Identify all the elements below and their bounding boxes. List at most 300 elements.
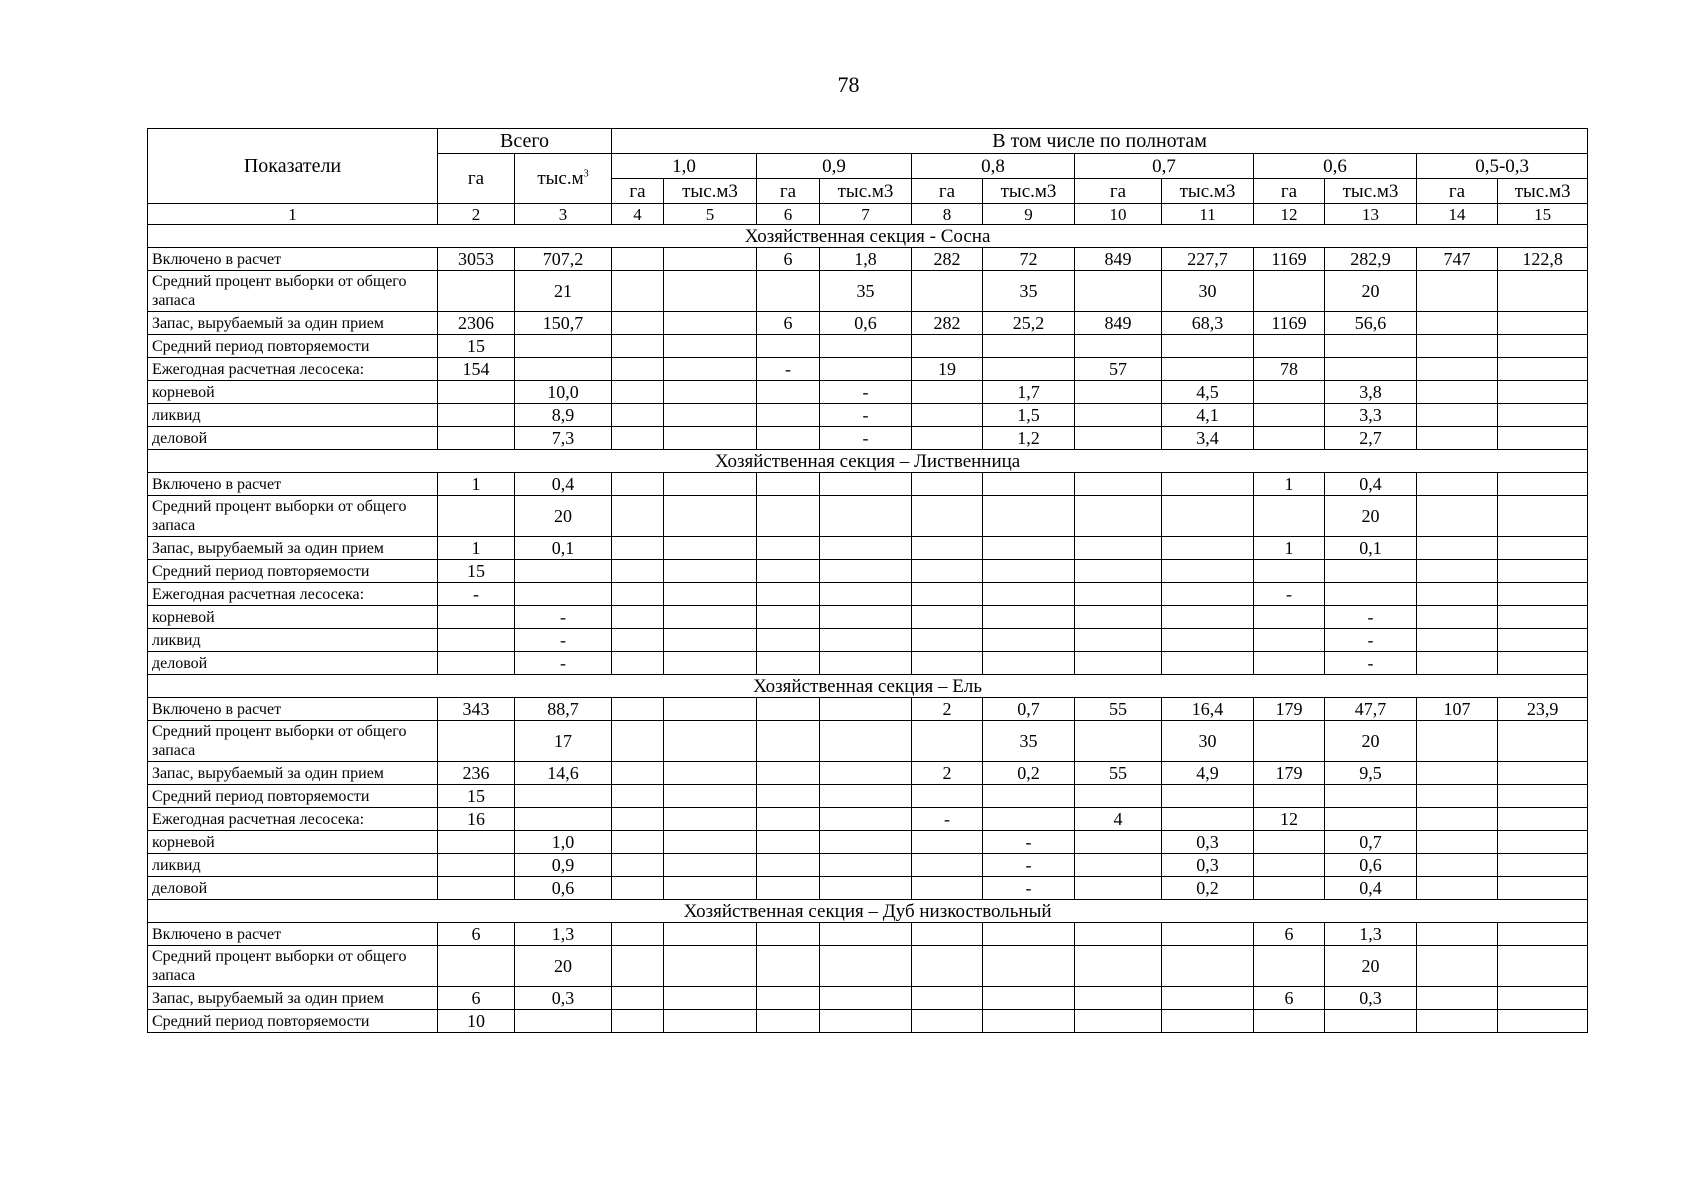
table-cell [757, 404, 820, 427]
table-row [148, 854, 1588, 877]
table-cell [1075, 381, 1162, 404]
column-number: 15 [1498, 204, 1588, 225]
table-row [148, 831, 1588, 854]
table-cell: 35 [983, 721, 1075, 762]
table-cell [1417, 606, 1498, 629]
table-cell [1254, 629, 1325, 652]
table-cell: 1169 [1254, 312, 1325, 335]
row-label: Включено в расчет [148, 473, 438, 496]
table-cell [912, 923, 983, 946]
header-density: 0,8 [912, 154, 1075, 179]
column-number: 7 [820, 204, 912, 225]
header-unit-ha: га [1075, 179, 1162, 204]
table-cell [664, 808, 757, 831]
table-cell: 20 [1325, 946, 1417, 987]
table-cell: 0,3 [1162, 831, 1254, 854]
table-cell: - [1325, 606, 1417, 629]
table-cell [757, 854, 820, 877]
table-cell [983, 537, 1075, 560]
table-cell [1162, 1010, 1254, 1033]
table-cell [1498, 473, 1588, 496]
table-cell: 0,6 [1325, 854, 1417, 877]
table-cell [612, 312, 664, 335]
column-number: 3 [515, 204, 612, 225]
table-cell: 3,3 [1325, 404, 1417, 427]
table-cell [820, 808, 912, 831]
table-cell [664, 987, 757, 1010]
table-cell: 10,0 [515, 381, 612, 404]
table-cell [1075, 427, 1162, 450]
table-cell [912, 831, 983, 854]
row-label: корневой [148, 831, 438, 854]
table-cell [912, 271, 983, 312]
header-unit-volume: тыс.м3 [1162, 179, 1254, 204]
table-cell [820, 785, 912, 808]
table-cell [1162, 946, 1254, 987]
header-unit-volume: тыс.м3 [820, 179, 912, 204]
table-cell [820, 652, 912, 675]
table-cell [983, 606, 1075, 629]
table-cell [820, 606, 912, 629]
table-cell [515, 358, 612, 381]
table-cell: 35 [983, 271, 1075, 312]
table-cell: 8,9 [515, 404, 612, 427]
table-cell [1498, 721, 1588, 762]
table-cell: 0,7 [983, 698, 1075, 721]
table-cell: 4,5 [1162, 381, 1254, 404]
table-cell [1075, 473, 1162, 496]
table-cell: 1,0 [515, 831, 612, 854]
table-cell [983, 785, 1075, 808]
table-cell [820, 335, 912, 358]
table-row [148, 762, 1588, 785]
table-cell [757, 831, 820, 854]
table-cell [1417, 427, 1498, 450]
table-cell [983, 946, 1075, 987]
column-number: 9 [983, 204, 1075, 225]
row-label: Ежегодная расчетная лесосека: [148, 583, 438, 606]
table-cell: 14,6 [515, 762, 612, 785]
section-title: Хозяйственная секция - Сосна [148, 225, 1588, 248]
table-cell [1162, 358, 1254, 381]
table-cell [983, 496, 1075, 537]
table-cell: 1169 [1254, 248, 1325, 271]
table-cell: 15 [438, 335, 515, 358]
column-number: 5 [664, 204, 757, 225]
table-cell: 30 [1162, 721, 1254, 762]
table-cell: 0,2 [983, 762, 1075, 785]
table-cell: 78 [1254, 358, 1325, 381]
table-cell [912, 606, 983, 629]
table-cell [438, 831, 515, 854]
table-cell [912, 987, 983, 1010]
header-density: 0,5-0,3 [1417, 154, 1588, 179]
table-cell [820, 1010, 912, 1033]
table-cell [912, 473, 983, 496]
table-cell: - [820, 404, 912, 427]
table-cell: 55 [1075, 762, 1162, 785]
table-cell: 0,2 [1162, 877, 1254, 900]
table-cell [983, 560, 1075, 583]
table-cell [664, 358, 757, 381]
table-cell: 1,3 [1325, 923, 1417, 946]
table-cell [757, 335, 820, 358]
table-cell [1325, 335, 1417, 358]
table-cell [1075, 831, 1162, 854]
table-cell [1075, 987, 1162, 1010]
table-cell [1417, 808, 1498, 831]
table-cell: - [983, 831, 1075, 854]
row-label: Средний процент выборки от общего запаса [148, 271, 438, 312]
table-cell: 6 [1254, 923, 1325, 946]
table-cell [757, 923, 820, 946]
table-cell [757, 583, 820, 606]
table-cell [612, 404, 664, 427]
table-cell [1254, 427, 1325, 450]
column-number: 8 [912, 204, 983, 225]
table-cell [1075, 496, 1162, 537]
row-label: Запас, вырубаемый за один прием [148, 312, 438, 335]
table-cell [1498, 271, 1588, 312]
table-cell [1498, 923, 1588, 946]
table-cell [664, 312, 757, 335]
table-cell [1498, 583, 1588, 606]
table-row [148, 404, 1588, 427]
table-cell [1498, 652, 1588, 675]
header-density: 1,0 [612, 154, 757, 179]
table-cell: 1 [1254, 537, 1325, 560]
table-cell: 0,6 [820, 312, 912, 335]
table-cell [1498, 358, 1588, 381]
table-cell [1417, 381, 1498, 404]
table-cell [912, 537, 983, 560]
table-cell: 2 [912, 698, 983, 721]
table-cell [1498, 877, 1588, 900]
table-row [148, 427, 1588, 450]
table-cell [612, 808, 664, 831]
table-cell: 2 [912, 762, 983, 785]
header-density: 0,7 [1075, 154, 1254, 179]
row-label: Запас, вырубаемый за один прием [148, 987, 438, 1010]
table-cell [664, 698, 757, 721]
table-row [148, 877, 1588, 900]
table-cell [757, 606, 820, 629]
table-cell [757, 987, 820, 1010]
table-cell: 16,4 [1162, 698, 1254, 721]
header-unit-ha: га [612, 179, 664, 204]
table-cell [1162, 923, 1254, 946]
table-cell [983, 629, 1075, 652]
table-cell: 107 [1417, 698, 1498, 721]
table-cell [515, 785, 612, 808]
table-cell [983, 1010, 1075, 1033]
table-cell: - [1254, 583, 1325, 606]
table-cell [912, 1010, 983, 1033]
table-cell [820, 560, 912, 583]
table-cell [1417, 946, 1498, 987]
header-unit-volume: тыс.м3 [664, 179, 757, 204]
table-cell [612, 1010, 664, 1033]
table-cell: 0,4 [515, 473, 612, 496]
table-cell [612, 271, 664, 312]
table-cell: 20 [1325, 271, 1417, 312]
table-cell [1417, 987, 1498, 1010]
table-cell [1417, 785, 1498, 808]
table-cell [1075, 335, 1162, 358]
table-cell [820, 831, 912, 854]
table-cell [757, 629, 820, 652]
table-row [148, 946, 1588, 987]
table-cell: 0,3 [1325, 987, 1417, 1010]
table-cell: 1 [1254, 473, 1325, 496]
table-cell [983, 335, 1075, 358]
table-cell: 1,7 [983, 381, 1075, 404]
table-cell [1254, 381, 1325, 404]
row-label: Запас, вырубаемый за один прием [148, 537, 438, 560]
table-row [148, 473, 1588, 496]
table-cell [912, 877, 983, 900]
table-cell: 10 [438, 1010, 515, 1033]
table-cell [664, 404, 757, 427]
table-cell [1162, 606, 1254, 629]
header-unit-volume: тыс.м3 [1498, 179, 1588, 204]
table-cell [1417, 560, 1498, 583]
table-cell [664, 721, 757, 762]
table-cell: 2,7 [1325, 427, 1417, 450]
table-cell: 0,3 [515, 987, 612, 1010]
table-cell: 35 [820, 271, 912, 312]
table-cell [1162, 785, 1254, 808]
table-cell [757, 381, 820, 404]
table-cell [612, 854, 664, 877]
table-cell: 343 [438, 698, 515, 721]
table-cell: 4,9 [1162, 762, 1254, 785]
table-cell [612, 785, 664, 808]
table-cell [912, 496, 983, 537]
row-label: Включено в расчет [148, 248, 438, 271]
table-cell: 7,3 [515, 427, 612, 450]
table-cell: 6 [757, 248, 820, 271]
column-number: 12 [1254, 204, 1325, 225]
column-number: 1 [148, 204, 438, 225]
row-label: деловой [148, 652, 438, 675]
table-cell [1325, 358, 1417, 381]
table-cell: - [983, 877, 1075, 900]
table-cell [912, 583, 983, 606]
table-cell [612, 583, 664, 606]
row-label: Запас, вырубаемый за один прием [148, 762, 438, 785]
table-cell: - [1325, 652, 1417, 675]
table-cell: 0,9 [515, 854, 612, 877]
table-cell [612, 987, 664, 1010]
table-cell [1417, 721, 1498, 762]
table-cell [612, 652, 664, 675]
table-cell: 68,3 [1162, 312, 1254, 335]
table-cell [1075, 785, 1162, 808]
table-cell [1417, 629, 1498, 652]
table-cell: 747 [1417, 248, 1498, 271]
table-cell [1498, 629, 1588, 652]
row-label: корневой [148, 381, 438, 404]
table-cell [1162, 560, 1254, 583]
table-cell [1162, 335, 1254, 358]
table-cell [515, 583, 612, 606]
table-cell [820, 946, 912, 987]
row-label: деловой [148, 877, 438, 900]
row-label: Включено в расчет [148, 698, 438, 721]
table-cell: 20 [1325, 496, 1417, 537]
table-cell [757, 560, 820, 583]
table-cell: 16 [438, 808, 515, 831]
table-cell: 0,4 [1325, 877, 1417, 900]
table-cell [1075, 1010, 1162, 1033]
table-cell [983, 652, 1075, 675]
table-cell [1417, 583, 1498, 606]
table-cell [1417, 831, 1498, 854]
column-number: 14 [1417, 204, 1498, 225]
table-cell: 9,5 [1325, 762, 1417, 785]
table-cell: - [515, 629, 612, 652]
table-cell [612, 381, 664, 404]
table-cell [438, 427, 515, 450]
table-cell [1254, 946, 1325, 987]
column-number: 11 [1162, 204, 1254, 225]
table-cell: 88,7 [515, 698, 612, 721]
table-cell [757, 946, 820, 987]
table-cell: 3,4 [1162, 427, 1254, 450]
table-cell: - [820, 427, 912, 450]
table-cell: - [820, 381, 912, 404]
table-row [148, 629, 1588, 652]
table-cell [1254, 721, 1325, 762]
table-cell [757, 473, 820, 496]
table-cell: 1,8 [820, 248, 912, 271]
table-cell: - [515, 652, 612, 675]
row-label: Средний период повторяемости [148, 560, 438, 583]
table-row [148, 560, 1588, 583]
table-cell [612, 335, 664, 358]
table-cell [664, 427, 757, 450]
header-unit-ha: га [1417, 179, 1498, 204]
table-cell [1075, 606, 1162, 629]
table-cell [757, 721, 820, 762]
table-cell [515, 560, 612, 583]
table-row [148, 248, 1588, 271]
table-cell [983, 473, 1075, 496]
table-row [148, 698, 1588, 721]
section-title: Хозяйственная секция – Лиственница [148, 450, 1588, 473]
table-cell [1162, 987, 1254, 1010]
table-cell [1075, 854, 1162, 877]
table-cell [1075, 583, 1162, 606]
table-cell [1498, 404, 1588, 427]
table-cell [1417, 312, 1498, 335]
table-cell [1254, 1010, 1325, 1033]
table-cell [664, 335, 757, 358]
table-cell [820, 629, 912, 652]
table-cell [820, 473, 912, 496]
table-cell [1498, 537, 1588, 560]
table-cell: 236 [438, 762, 515, 785]
table-cell [612, 762, 664, 785]
table-cell [1417, 762, 1498, 785]
table-cell: 30 [1162, 271, 1254, 312]
table-cell: 0,1 [1325, 537, 1417, 560]
row-label: Средний период повторяемости [148, 335, 438, 358]
table-cell [820, 496, 912, 537]
table-cell [1254, 496, 1325, 537]
table-cell [757, 496, 820, 537]
table-cell [757, 652, 820, 675]
table-cell [1325, 785, 1417, 808]
table-cell [1162, 473, 1254, 496]
table-cell [664, 1010, 757, 1033]
table-cell [438, 496, 515, 537]
table-row [148, 537, 1588, 560]
table-cell: 56,6 [1325, 312, 1417, 335]
table-cell: 4,1 [1162, 404, 1254, 427]
table-cell [612, 946, 664, 987]
table-cell: 25,2 [983, 312, 1075, 335]
table-cell: 122,8 [1498, 248, 1588, 271]
table-cell [1075, 946, 1162, 987]
column-number: 13 [1325, 204, 1417, 225]
table-cell [515, 808, 612, 831]
table-cell [664, 762, 757, 785]
table-cell [438, 404, 515, 427]
table-cell: 849 [1075, 312, 1162, 335]
table-cell [1498, 606, 1588, 629]
table-cell [820, 721, 912, 762]
table-cell [1162, 496, 1254, 537]
table-cell [1417, 877, 1498, 900]
table-cell [612, 560, 664, 583]
table-cell [1075, 537, 1162, 560]
header-unit-ha: га [912, 179, 983, 204]
table-cell [612, 721, 664, 762]
table-cell: 12 [1254, 808, 1325, 831]
table-cell [1254, 271, 1325, 312]
table-cell [1325, 560, 1417, 583]
table-cell [612, 698, 664, 721]
table-cell [820, 762, 912, 785]
table-cell [983, 923, 1075, 946]
table-cell: 0,3 [1162, 854, 1254, 877]
table-cell [1417, 335, 1498, 358]
row-label: корневой [148, 606, 438, 629]
table-cell: 15 [438, 560, 515, 583]
table-cell [912, 381, 983, 404]
table-cell [1075, 271, 1162, 312]
table-cell: 0,1 [515, 537, 612, 560]
table-cell [820, 358, 912, 381]
table-cell: - [515, 606, 612, 629]
table-cell [438, 854, 515, 877]
table-cell: 282 [912, 312, 983, 335]
table-cell [664, 381, 757, 404]
table-cell: 3053 [438, 248, 515, 271]
row-label: Включено в расчет [148, 923, 438, 946]
table-cell [1417, 404, 1498, 427]
table-cell [1417, 854, 1498, 877]
table-cell [664, 785, 757, 808]
table-cell [1254, 877, 1325, 900]
row-label: деловой [148, 427, 438, 450]
table-cell [438, 877, 515, 900]
row-label: Средний процент выборки от общего запаса [148, 946, 438, 987]
table-cell: - [983, 854, 1075, 877]
table-cell: - [1325, 629, 1417, 652]
